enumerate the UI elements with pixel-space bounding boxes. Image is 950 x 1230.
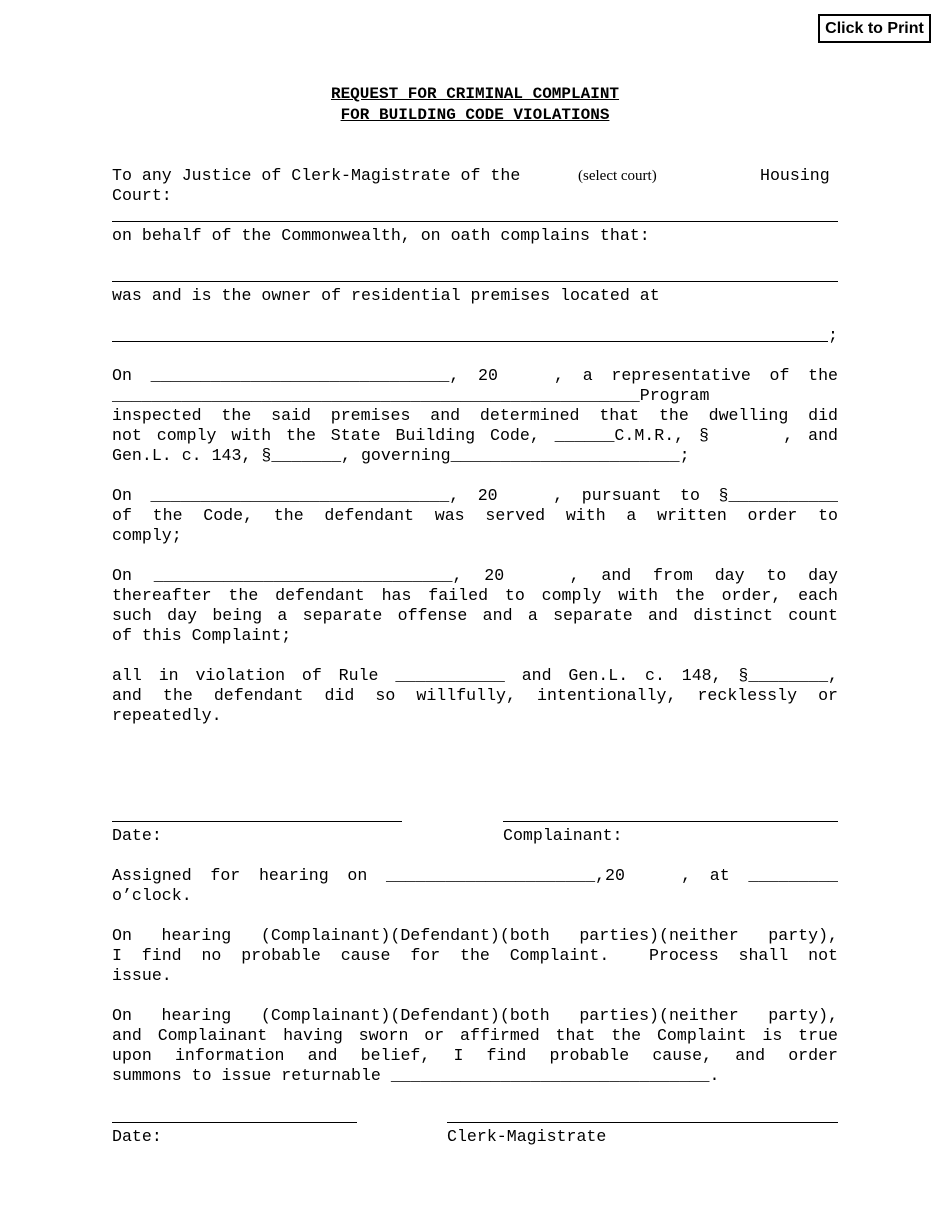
court-select[interactable]: (select court)	[578, 168, 657, 184]
probable-cause-line-4: summons to issue returnable ________________________________.	[112, 1066, 720, 1085]
hearing-line-2: o’clock.	[112, 886, 192, 905]
court-suffix-text: Housing	[760, 166, 830, 185]
failure-line-2: thereafter the defendant has failed to comply with the order, each	[112, 586, 838, 605]
address-semicolon: ;	[828, 326, 838, 345]
served-line-3: comply;	[112, 526, 182, 545]
owner-text: was and is the owner of residential premises located at	[112, 286, 660, 305]
complainant-label: Complainant:	[503, 826, 623, 845]
behalf-text: on behalf of the Commonwealth, on oath complains that:	[112, 226, 650, 245]
hearing-line-1: Assigned for hearing on _____________________,20 , at _________	[112, 866, 838, 885]
violation-line-2: and the defendant did so willfully, intentionally, recklessly or	[112, 686, 838, 705]
violation-line-3: repeatedly.	[112, 706, 222, 725]
document-title-line-1: REQUEST FOR CRIMINAL COMPLAINT	[330, 85, 620, 103]
failure-line-4: of this Complaint;	[112, 626, 292, 645]
premises-address-field[interactable]	[112, 341, 828, 342]
date-label-2: Date:	[112, 1127, 162, 1146]
clerk-signature-field[interactable]	[447, 1122, 838, 1123]
no-probable-cause-line-1: On hearing (Complainant)(Defendant)(both parties)(neither party),	[112, 926, 838, 945]
inspection-line-5: Gen.L. c. 143, §_______, governing_______________________;	[112, 446, 690, 465]
probable-cause-line-2: and Complainant having sworn or affirmed that the Complaint is true	[112, 1026, 838, 1045]
no-probable-cause-line-2: I find no probable cause for the Complaint. Process shall not	[112, 946, 838, 965]
defendant-name-field[interactable]	[112, 281, 838, 282]
document-title-line-2: FOR BUILDING CODE VIOLATIONS	[340, 106, 610, 124]
failure-line-1: On ______________________________, 20 , and from day to day	[112, 566, 838, 585]
complainant-name-field[interactable]	[112, 221, 838, 222]
failure-line-3: such day being a separate offense and a separate and distinct count	[112, 606, 838, 625]
inspection-line-4: not comply with the State Building Code, ______C.M.R., § , and	[112, 426, 838, 445]
inspection-line-2: _____________________________________________________Program	[112, 386, 710, 405]
probable-cause-line-1: On hearing (Complainant)(Defendant)(both parties)(neither party),	[112, 1006, 838, 1025]
probable-cause-line-3: upon information and belief, I find probable cause, and order	[112, 1046, 838, 1065]
date-signature-field-2[interactable]	[112, 1122, 357, 1123]
print-button[interactable]: Click to Print	[818, 14, 931, 43]
no-probable-cause-line-3: issue.	[112, 966, 172, 985]
served-line-1: On ______________________________, 20 , pursuant to §___________	[112, 486, 838, 505]
inspection-line-3: inspected the said premises and determined that the dwelling did	[112, 406, 838, 425]
served-line-2: of the Code, the defendant was served with a written order to	[112, 506, 838, 525]
violation-line-1: all in violation of Rule ___________ and Gen.L. c. 148, §________,	[112, 666, 838, 685]
date-label: Date:	[112, 826, 162, 845]
date-signature-field[interactable]	[112, 821, 402, 822]
inspection-line-1: On ______________________________, 20 , a representative of the	[112, 366, 838, 385]
clerk-magistrate-label: Clerk-Magistrate	[447, 1127, 607, 1146]
complainant-signature-field[interactable]	[503, 821, 838, 822]
court-word-text: Court:	[112, 186, 172, 205]
court-intro-text: To any Justice of Clerk-Magistrate of the	[112, 166, 521, 185]
